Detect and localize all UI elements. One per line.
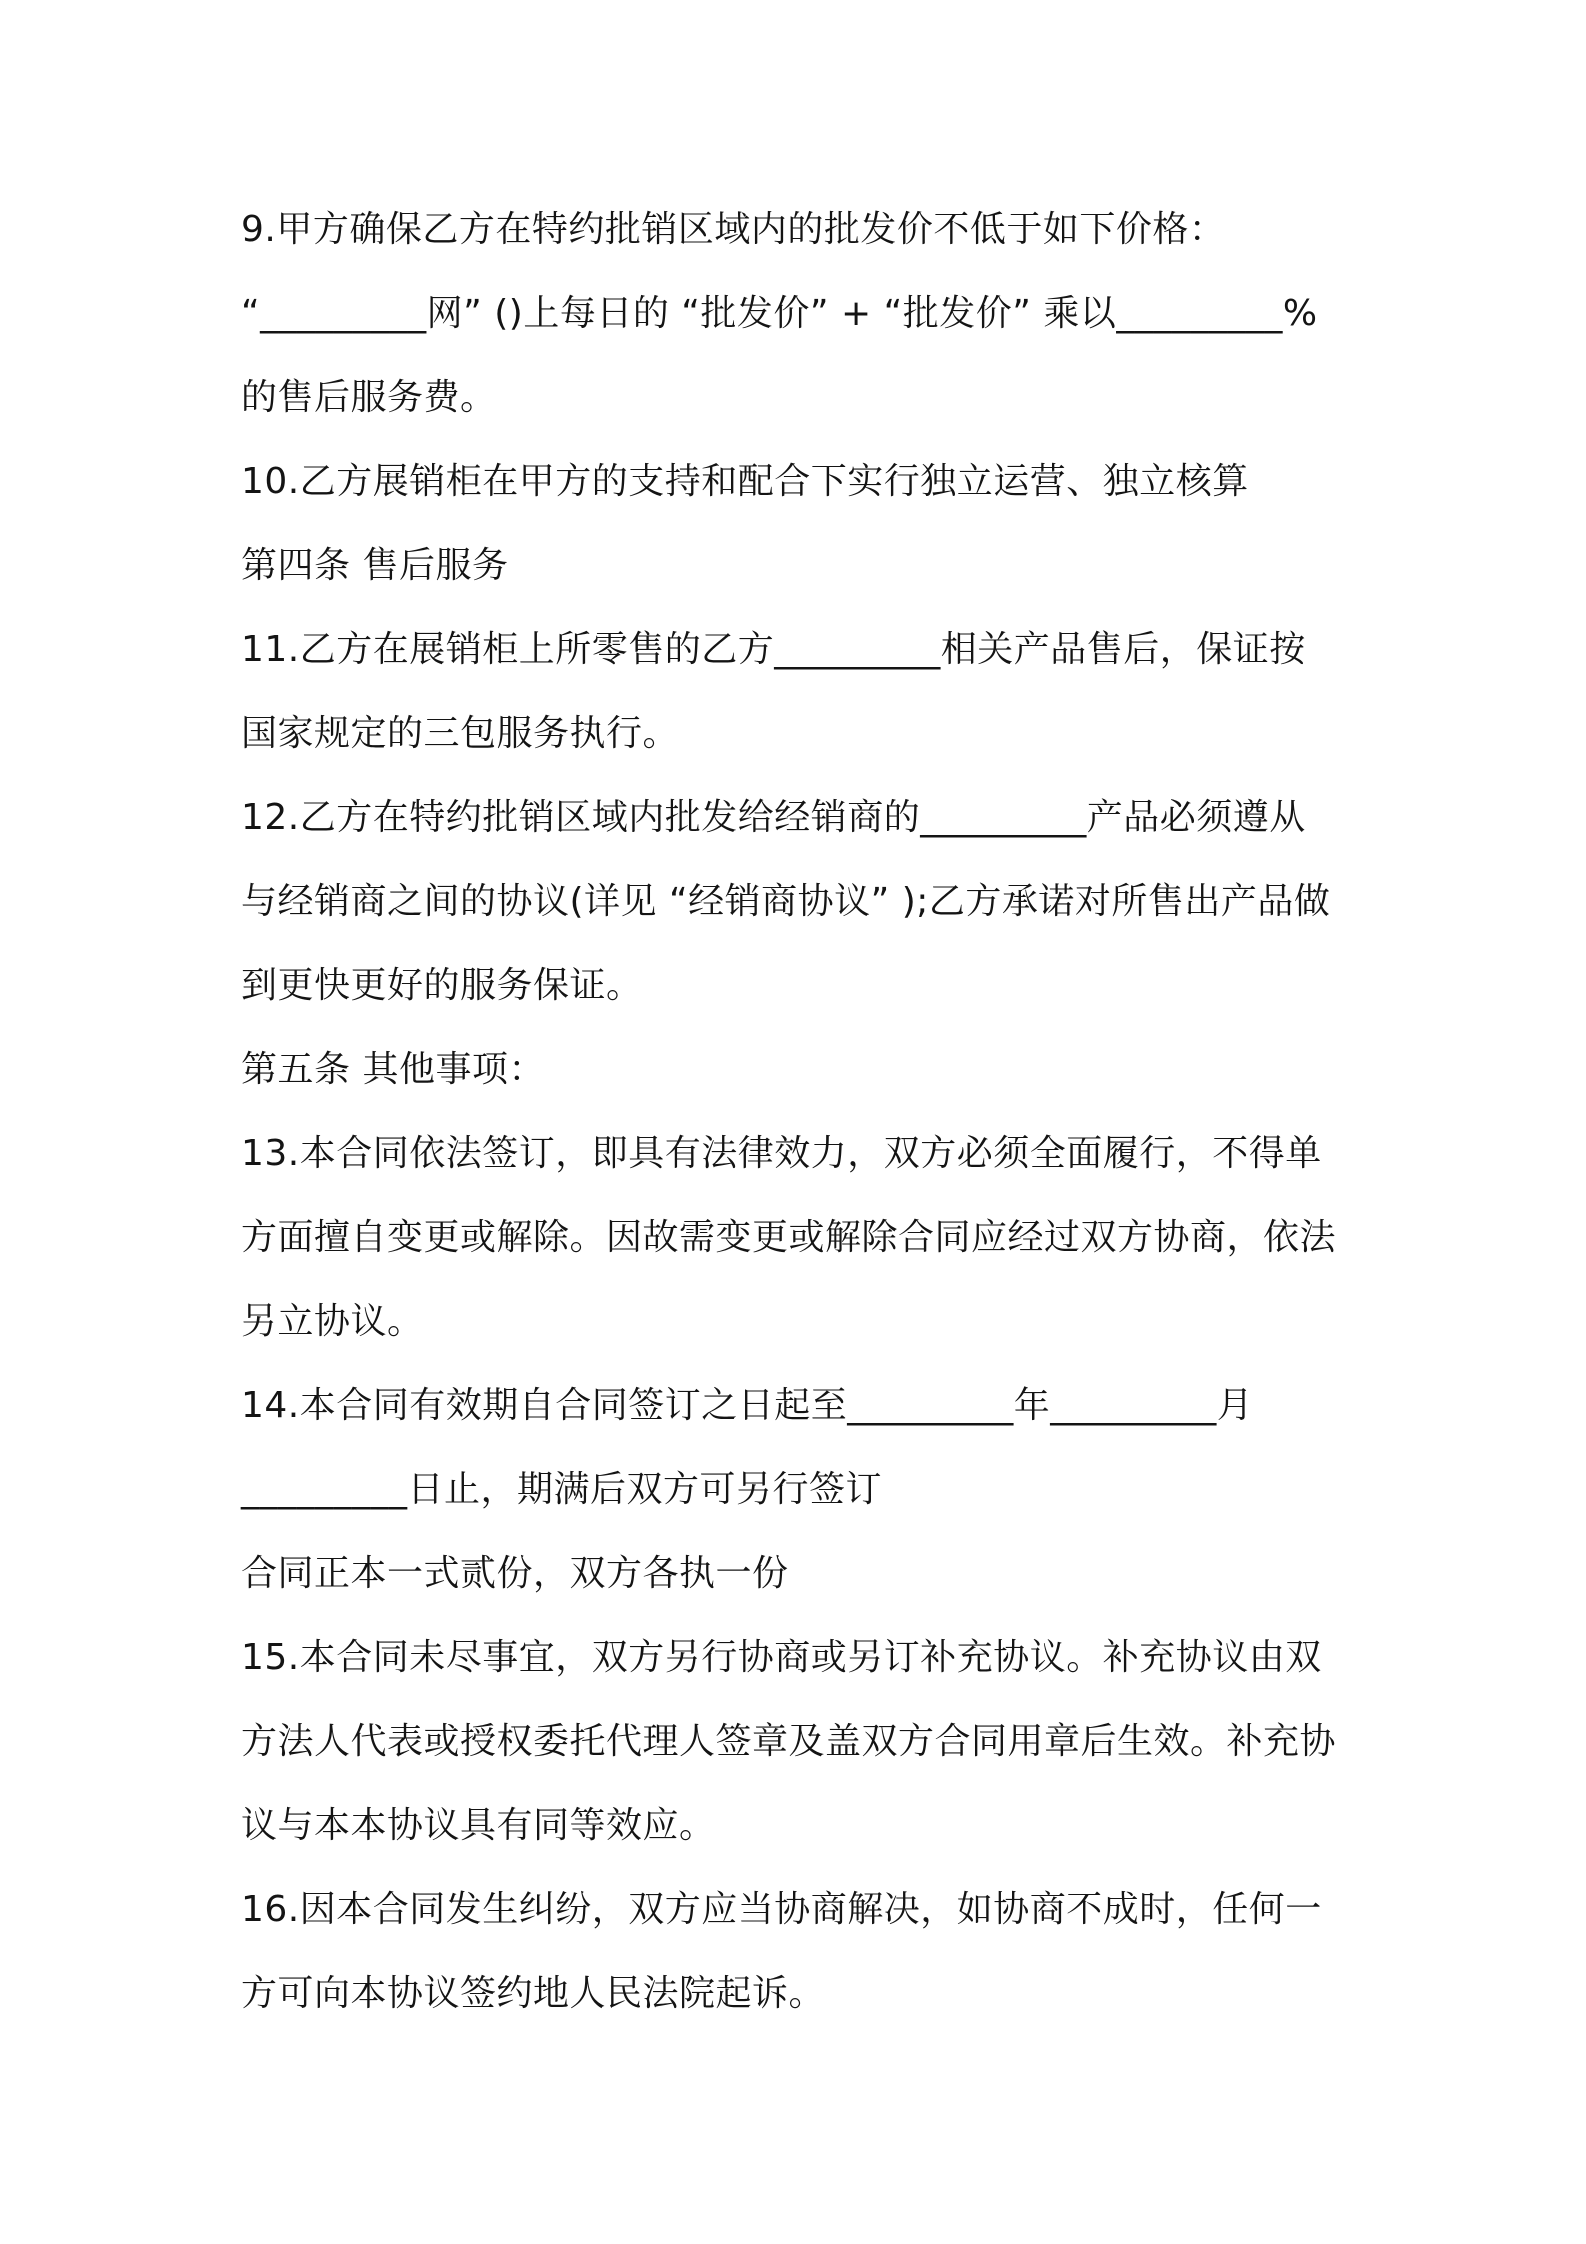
clause-9-line-3: 的售后服务费。 (241, 377, 497, 418)
clause-9-line-1: 9.甲方确保乙方在特约批销区域内的批发价不低于如下价格： (241, 209, 1226, 250)
clause-15-line-3: 议与本本协议具有同等效应。 (241, 1805, 716, 1846)
clause-10-line-1: 10.乙方展销柜在甲方的支持和配合下实行独立运营、独立核算 (241, 461, 1249, 502)
clause-15-line-2: 方法人代表或授权委托代理人签章及盖双方合同用章后生效。补充协 (241, 1721, 1337, 1762)
clause-14-line-3: 合同正本一式贰份，双方各执一份 (241, 1553, 789, 1594)
clause-13-line-2: 方面擅自变更或解除。因故需变更或解除合同应经过双方协商，依法 (241, 1217, 1337, 1258)
clause-16-line-1: 16.因本合同发生纠纷，双方应当协商解决，如协商不成时，任何一 (241, 1889, 1322, 1930)
clause-15-line-1: 15.本合同未尽事宜，双方另行协商或另订补充协议。补充协议由双 (241, 1637, 1322, 1678)
clause-12-line-2: 与经销商之间的协议(详见 “经销商协议” );乙方承诺对所售出产品做 (241, 881, 1331, 922)
clause-11-line-2: 国家规定的三包服务执行。 (241, 713, 680, 754)
clause-13-line-3: 另立协议。 (241, 1301, 424, 1342)
clause-11-line-1: 11.乙方在展销柜上所零售的乙方_________相关产品售后，保证按 (241, 629, 1306, 670)
section-5-heading: 第五条 其他事项： (241, 1049, 545, 1090)
clause-12-line-3: 到更快更好的服务保证。 (241, 965, 643, 1006)
clause-12-line-1: 12.乙方在特约批销区域内批发给经销商的_________产品必须遵从 (241, 797, 1306, 838)
section-4-heading: 第四条 售后服务 (241, 545, 509, 586)
clause-9-line-2: “_________网” ()上每日的 “批发价” + “批发价” 乘以_________% (241, 293, 1318, 334)
clause-16-line-2: 方可向本协议签约地人民法院起诉。 (241, 1973, 826, 2014)
clause-14-line-1: 14.本合同有效期自合同签订之日起至_________年_________月 (241, 1385, 1254, 1426)
clause-13-line-1: 13.本合同依法签订，即具有法律效力，双方必须全面履行，不得单 (241, 1133, 1322, 1174)
clause-14-line-2: _________日止，期满后双方可另行签订 (241, 1469, 883, 1510)
